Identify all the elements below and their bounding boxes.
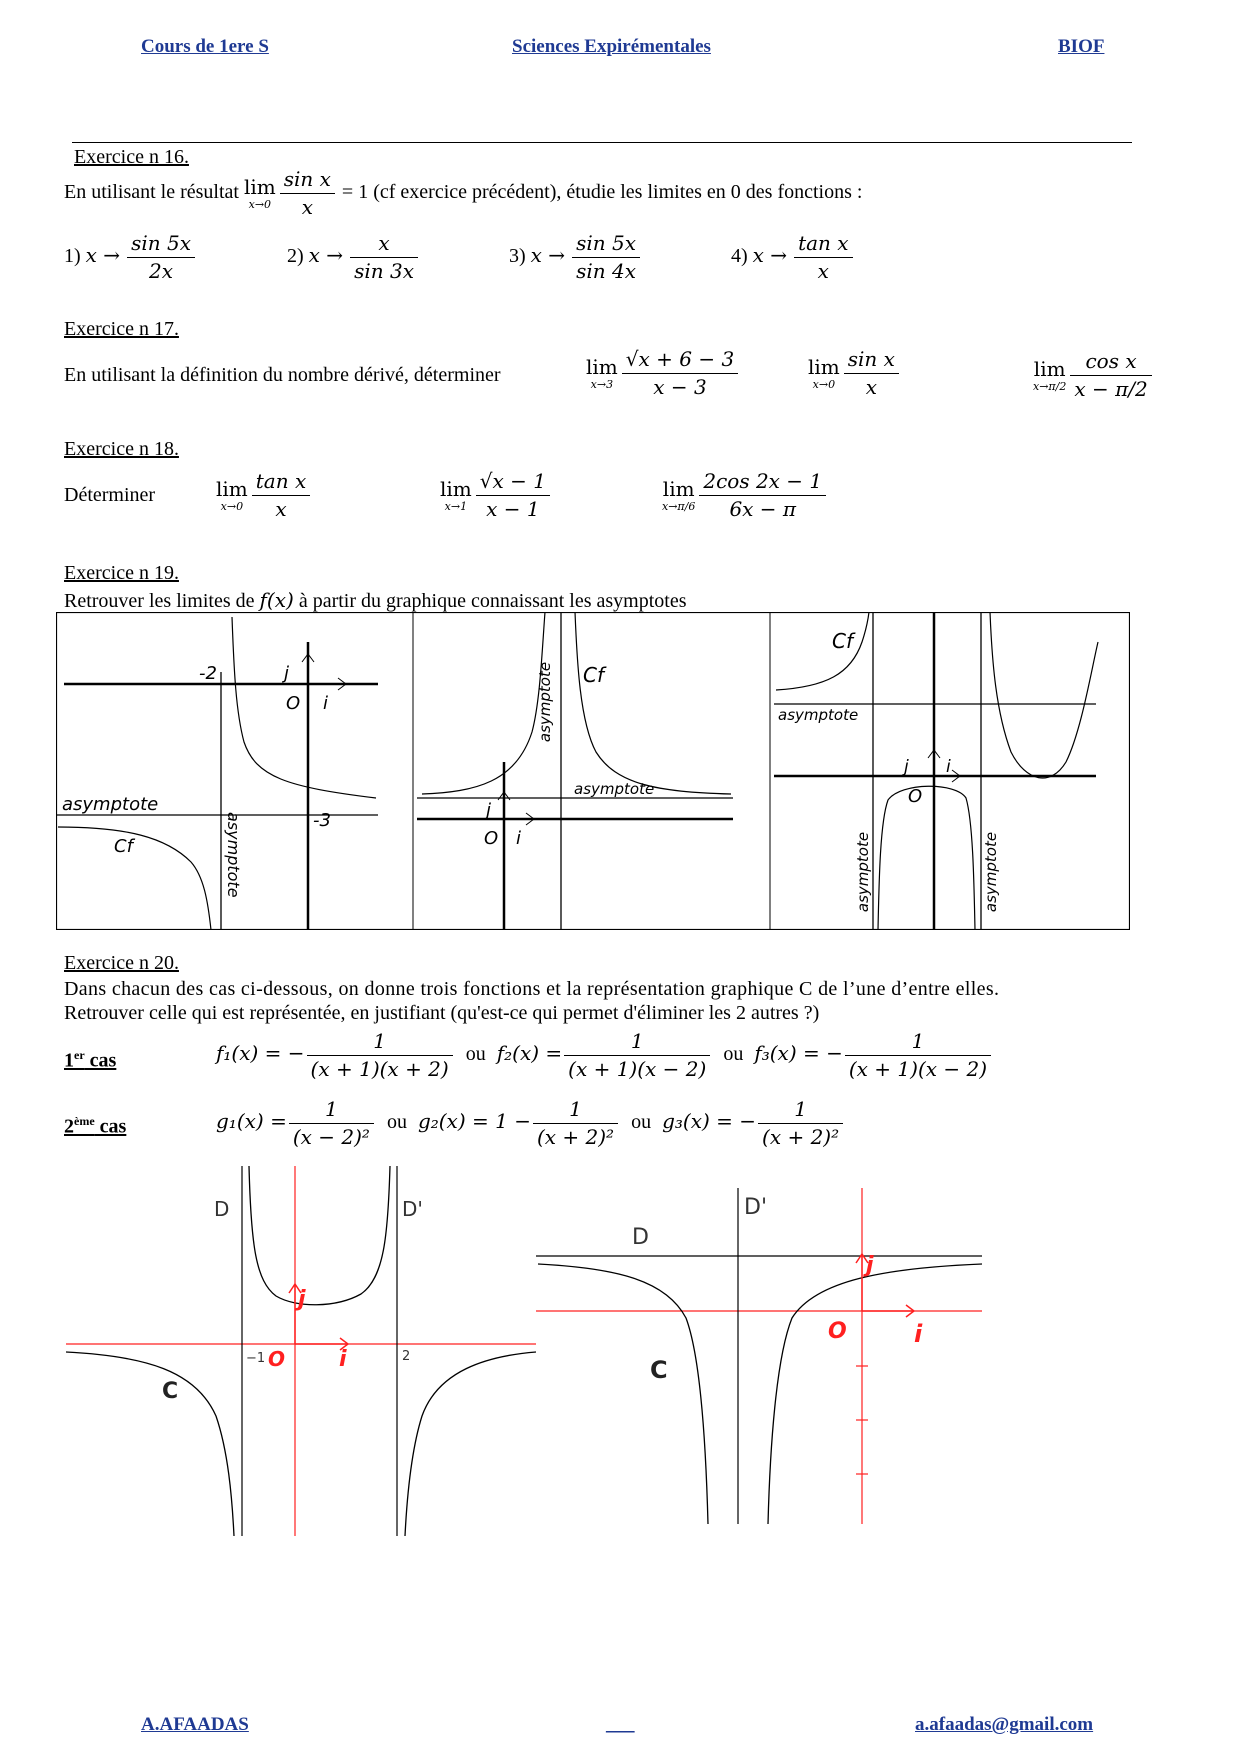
f1-den: (x + 1)(x + 2) [310,1057,449,1081]
plot2-i-arrow [862,1305,914,1317]
graph2-curve-right [575,612,731,794]
case2-label-num: 2 [64,1115,74,1138]
plot2-o-label: O [828,1319,847,1344]
lim-sub: x→1 [444,500,468,513]
header-rule [72,142,1132,143]
case1-label-cas: cas [84,1049,117,1072]
graph1-asymptote-v-label: asymptote [224,812,243,898]
graph2-i-label: i [516,828,522,849]
item-den: 2x [149,259,174,283]
ex16-item-1 [64,232,197,283]
ex18-lim-2: lim x→1 $\frac{√x - 1}{x - 1}$ [440,470,552,521]
graph1-o-label: O [286,693,301,714]
case1-label-sup: er [74,1048,85,1062]
graph2-j-label: j [486,800,492,821]
case1-label-num: 1 [64,1049,74,1072]
f1-num: 1 [307,1030,453,1056]
ex16-item-2 [287,232,420,283]
graph3-o-label: O [908,786,923,807]
item-arrow: x → [308,243,344,268]
g1-num: 1 [289,1098,374,1124]
graph2-o-label: O [484,828,499,849]
plot1-j-label: j [298,1287,306,1312]
lim-num: √x − 1 [476,470,550,496]
lim-num: cos x [1070,350,1151,376]
plot2-i-label: i [914,1320,923,1348]
plot2-curve-left [538,1264,708,1524]
lim-num: 2cos 2x − 1 [699,470,826,496]
graph-3 [774,612,1098,930]
plot2-curve-right [768,1264,982,1524]
ex19-frame [57,613,1130,930]
ex20-text1: Dans chacun des cas ci-dessous, on donne trois fonctions et la représentation graphique C de l’une d’entre elles. [64,978,1000,1000]
plot2-c-label: C [650,1356,668,1384]
ex19-text-b: à partir du graphique connaissant les asymptotes [293,590,687,612]
graph2-asymptote-v-label: asymptote [536,661,554,743]
g1-label: g₁(x) = [216,1109,287,1134]
ex19-text-a: Retrouver les limites de [64,590,260,612]
lim-den: x − 1 [486,497,540,521]
plot1-curve-left [66,1352,234,1536]
graph1-j-arrow [302,654,314,682]
header-right: BIOF [1058,36,1105,57]
item-arrow: x → [85,243,121,268]
lim-den: x − π/2 [1074,377,1148,401]
plot1-minus1-label: −1 [246,1351,266,1366]
graph-1 [56,617,378,930]
g2-label: g₂(x) = 1 − [417,1109,531,1134]
item-den: sin 3x [354,259,414,283]
f2-label: f₂(x) = [496,1041,563,1066]
ex18-lim-3: lim x→π/6 $\frac{2\cos 2x - 1}{6x - \pi}$ [662,470,828,521]
f2-num: 1 [564,1030,710,1056]
plot1-two-label: 2 [402,1349,411,1364]
ex19-text [64,588,687,613]
item-label: 2) [287,245,304,268]
plot2-d-label: D [632,1225,649,1250]
lim-sub: x→0 [220,500,244,513]
case2-formulas [216,1098,845,1149]
case1-formulas [216,1030,993,1081]
footer-email-link[interactable]: a.afaadas@gmail.com [915,1714,1094,1735]
graph3-j-arrow [928,750,940,776]
footer-left: A.AFAADAS [141,1714,249,1735]
ex17-text: En utilisant la définition du nombre dérivé, déterminer [64,364,501,386]
plot1-c-label: C [162,1379,179,1404]
graph3-asymptote-v1-label: asymptote [854,831,872,913]
item-num: sin 5x [127,232,195,258]
ex16-intro [64,168,862,219]
g3-den: (x + 2)² [762,1125,840,1149]
f3-num: 1 [845,1030,991,1056]
f3-label: f₃(x) = − [754,1041,843,1066]
plot2-dp-label: D' [744,1195,767,1220]
ex18-title: Exercice n 18. [64,438,179,460]
graph3-curve-middle [878,786,975,930]
ex19-title: Exercice n 19. [64,562,179,584]
graph1-i-arrow [308,678,346,690]
plot1-curve-middle [249,1166,390,1305]
graph1-asymptote-h-label: asymptote [62,794,159,815]
graph1-minus3-label: -3 [313,810,331,831]
f3-den: (x + 1)(x − 2) [848,1057,988,1081]
graph3-curve-left [776,612,869,690]
graph1-curve-right [232,617,376,798]
ex20-title: Exercice n 20. [64,952,179,974]
item-num: sin 5x [572,232,640,258]
graph2-curve-left [422,612,545,794]
graph2-cf-label: Cf [583,663,605,687]
header-center: Sciences Expirémentales [512,36,711,57]
case2-label-cas: cas [94,1115,127,1138]
lim-num: sin x [844,348,899,374]
lim-sub: x→0 [812,378,836,391]
footer-center: ___ [606,1714,635,1735]
header-left: Cours de 1ere S [141,36,269,57]
ou-2: ou [631,1111,652,1134]
lim-num: √x + 6 − 3 [622,348,738,374]
lim-den: x − 3 [653,375,707,399]
ex16-frac-num: sin x [280,168,335,194]
graph1-curve-left [58,827,211,930]
graph1-j-label: j [284,663,290,684]
graph3-asymptote-v2-label: asymptote [982,831,1000,913]
item-den: x [817,259,829,283]
g3-num: 1 [758,1098,843,1124]
ex16-title: Exercice n 16. [74,146,189,168]
ex19-text-f: f(x) [259,588,294,612]
graph3-j-label: j [904,757,909,777]
plot1-d-label: D [214,1197,230,1221]
lim-den: x [275,497,287,521]
lim-den: x [865,375,877,399]
lim-den: 6x − π [729,497,797,521]
item-arrow: x → [530,243,566,268]
ou-2: ou [723,1043,744,1066]
graph2-asymptote-h-label: asymptote [574,780,655,798]
graph3-asymptote-h-label: asymptote [778,706,859,724]
lim-sub: x→π/6 [662,500,696,513]
graph3-i-label: i [946,757,951,777]
graph3-cf-label: Cf [832,629,854,653]
item-label: 3) [509,245,526,268]
ex20-text2: Retrouver celle qui est représentée, en justifiant (qu'est-ce qui permet d'éliminer les 2 autres ?) [64,1002,820,1024]
ex16-item-3 [509,232,642,283]
item-num: x [350,232,418,258]
case2-label-sup: ème [74,1114,95,1128]
case2-label [64,1114,126,1139]
item-den: sin 4x [576,259,636,283]
ex17-lim-1: lim x→3 $\frac{√x + 6 - 3}{x - 3}$ [586,348,740,399]
ex17-title: Exercice n 17. [64,318,179,340]
g2-num: 1 [533,1098,618,1124]
g2-den: (x + 2)² [536,1125,615,1149]
ou-1: ou [465,1043,486,1066]
ex17-lim-3: lim x→π/2 $\frac{\text{cos x}}{x - \pi/2}$ [1033,350,1154,401]
item-label: 1) [64,245,81,268]
plot1-dp-label: D' [402,1197,423,1221]
ex20-plot-1 [66,1166,536,1536]
g3-label: g₃(x) = − [662,1109,757,1134]
ex19-graphs [56,612,1130,930]
plot1-i-label: i [339,1347,347,1372]
graph1-minus2-label: -2 [199,663,217,684]
ou-1: ou [386,1111,407,1134]
graph-2 [417,612,733,930]
item-arrow: x → [752,243,788,268]
plot1-curve-right [405,1352,536,1536]
ex18-text: Déterminer [64,484,156,506]
graph3-curve-right [990,612,1098,778]
graph2-i-arrow [504,813,534,825]
ex16-frac-den: x [301,195,313,219]
ex20-plot-2 [536,1188,982,1524]
f2-den: (x + 1)(x − 2) [568,1057,707,1081]
ex17-lim-2: lim x→0 $\frac{\text{sin x}}{x}$ [808,348,901,399]
ex16-lim-sub: x→0 [248,198,272,211]
graph1-cf-label: Cf [114,836,133,857]
item-label: 4) [731,245,748,268]
lim-sub: x→π/2 [1033,380,1067,393]
f1-label: f₁(x) = − [216,1041,305,1066]
graph1-i-label: i [323,693,329,714]
g1-den: (x − 2)² [292,1125,370,1149]
plot1-o-label: O [268,1347,286,1371]
lim-num: tan x [252,470,310,496]
lim-sub: x→3 [590,378,614,391]
ex16-lim: lim x→0 [243,175,276,211]
ex16-intro-a: En utilisant le résultat [64,181,239,204]
ex18-lim-1: lim x→0 $\frac{\text{tan x}}{x}$ [216,470,312,521]
case1-label [64,1048,116,1073]
graph2-j-arrow [498,792,510,819]
plot2-j-label: j [866,1253,874,1278]
ex16-intro-b: = 1 (cf exercice précédent), étudie les limites en 0 des fonctions : [341,181,863,204]
ex16-item-4 [731,232,855,283]
ex16-fraction [280,168,335,219]
item-num: tan x [794,232,852,258]
